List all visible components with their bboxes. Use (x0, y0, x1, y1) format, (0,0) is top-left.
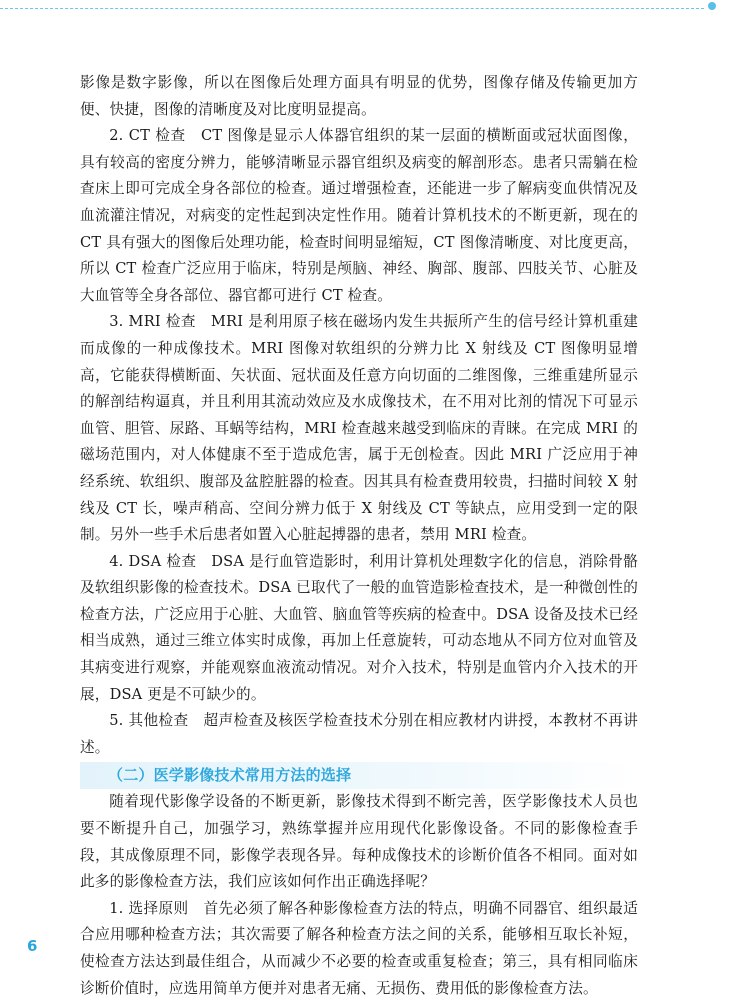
paragraph-principle: 1. 选择原则 首先必须了解各种影像检查方法的特点，明确不同器官、组织最适合应用哪种检查方法；其次需要了解各种检查方法之间的关系，能够相互取长补短，使检查方法达到最佳组合，从而减少不必要的检查或重复检查；第三，具有相同临床诊断价值时，应选用简单方便并对患者无痛、无损伤、费用低的影像检查方法。 (80, 899, 638, 997)
page-body (80, 70, 638, 1002)
top-dashed-rule (0, 8, 704, 9)
paragraph-intro: 随着现代影像学设备的不断更新，影像技术得到不断完善，医学影像技术人员也要不断提升自己，加强学习，熟练掌握并应用现代化影像设备。不同的影像检查手段，其成像原理不同，影像学表现各异。每种成像技术的诊断价值各不相同。面对如此多的影像检查方法，我们应该如何作出正确选择呢？ (80, 793, 638, 891)
paragraph-mri: 3. MRI 检查 MRI 是利用原子核在磁场内发生共振所产生的信号经计算机重建而成像的一种成像技术。MRI 图像对软组织的分辨力比 X 射线及 CT 图像明显增高，它能获得横断面、矢状面、冠状面及任意方向切面的二维图像，三维重建所显示的解剖结构逼真，并且利用其流动效应及水成像技术，在不用对比剂的情况下可显示血管、胆管、尿路、耳蜗等结构，MRI 检查越来越受到临床的青睐。在完成 MRI 的磁场范围内，对人体健康不至于造成危害，属于无创检查。因此 MRI 广泛应用于神经系统、软组织、腹部及盆腔脏器的检查。因其具有检查费用较贵，扫描时间较 X 射线及 CT 长，噪声稍高、空间分辨力低于 X 射线及 CT 等缺点，应用受到一定的限制。另外一些手术后患者如置入心脏起搏器的患者，禁用 MRI 检查。 (80, 313, 638, 544)
paragraph-other: 5. 其他检查 超声检查及核医学检查技术分别在相应教材内讲授，本教材不再讲述。 (80, 712, 638, 756)
paragraph-dsa: 4. DSA 检查 DSA 是行血管造影时，利用计算机处理数字化的信息，消除骨骼及软组织影像的检查技术。DSA 已取代了一般的血管造影检查技术，是一种微创性的检查方法，广泛应用于心脏、大血管、脑血管等疾病的检查中。DSA 设备及技术已经相当成熟，通过三维立体实时成像，再加上任意旋转，可动态地从不同方位对血管及其病变进行观察，并能观察血液流动情况。对介入技术，特别是血管内介入技术的开展，DSA 更是不可缺少的。 (80, 552, 638, 703)
page-number: 6 (27, 937, 38, 955)
corner-dot-icon (708, 2, 716, 10)
paragraph-continued: 影像是数字影像，所以在图像后处理方面具有明显的优势，图像存储及传输更加方便、快捷，图像的清晰度及对比度明显提高。 (80, 74, 638, 118)
section-heading: （二）医学影像技术常用方法的选择 (80, 762, 638, 789)
paragraph-ct: 2. CT 检查 CT 图像是显示人体器官组织的某一层面的横断面或冠状面图像，具有较高的密度分辨力，能够清晰显示器官组织及病变的解剖形态。患者只需躺在检查床上即可完成全身各部位的检查。通过增强检查，还能进一步了解病变血供情况及血流灌注情况，对病变的定性起到决定性作用。随着计算机技术的不断更新，现在的 CT 具有强大的图像后处理功能，检查时间明显缩短，CT 图像清晰度、对比度更高，所以 CT 检查广泛应用于临床，特别是颅脑、神经、胸部、腹部、四肢关节、心脏及大血管等全身各部位、器官都可进行 CT 检查。 (80, 127, 638, 304)
